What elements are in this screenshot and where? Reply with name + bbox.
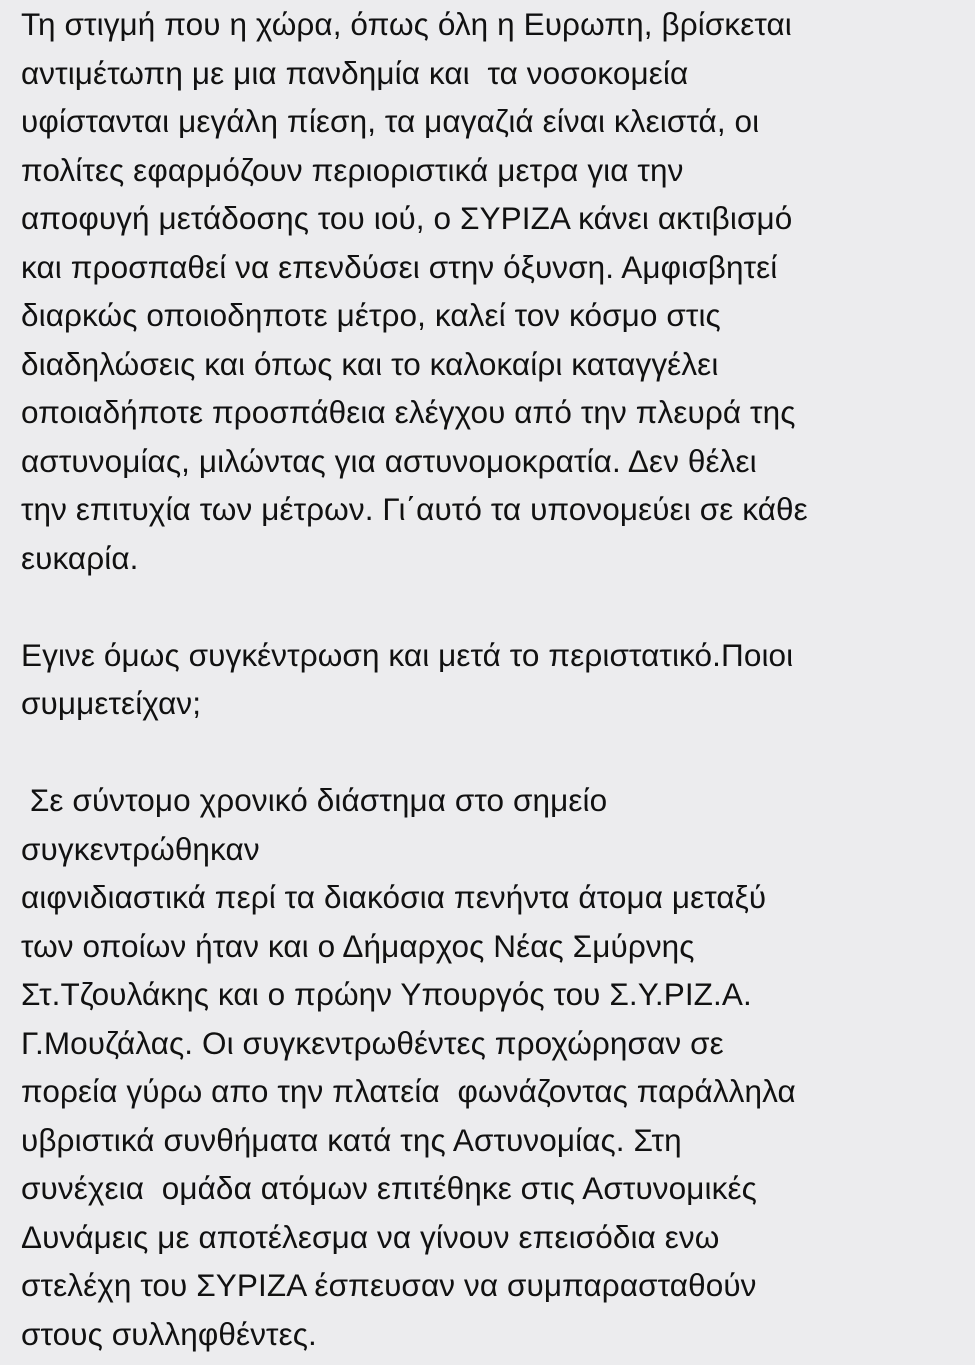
text-line: Στ.Τζουλάκης και ο πρώην Υπουργός του Σ.Υ.ΡΙΖ.Α. [21, 976, 752, 1012]
text-line: αιφνιδιαστικά περί τα διακόσια πενήντα άτομα μεταξύ [21, 879, 767, 915]
text-line: υφίστανται μεγάλη πίεση, τα μαγαζιά είναι κλειστά, οι [21, 103, 760, 139]
text-line: αποφυγή μετάδοσης του ιού, ο ΣΥΡΙΖΑ κάνει ακτιβισμό [21, 200, 793, 236]
text-line: αντιμέτωπη με μια πανδημία και τα νοσοκομεία [21, 54, 689, 91]
text-line: ευκαρία. [21, 539, 139, 576]
paragraph-3 [21, 776, 961, 1358]
text-line: Εγινε όμως συγκέντρωση και μετά το περιστατικό.Ποιοι [21, 636, 794, 673]
text-line: στους συλληφθέντες. [21, 1315, 317, 1352]
text-line: την επιτυχία των μέτρων. Γι΄αυτό τα υπονομεύει σε κάθε [21, 491, 808, 527]
text-line: συνέχεια ομάδα ατόμων επιτέθηκε στις Αστυνομικές [21, 1170, 757, 1206]
text-line: και προσπαθεί να επενδύσει στην όξυνση. Αμφισβητεί [21, 248, 778, 285]
text-line: στελέχη του ΣΥΡΙΖΑ έσπευσαν να συμπαρασταθούν [21, 1267, 757, 1303]
text-line: διαδηλώσεις και όπως και το καλοκαίρι καταγγέλει [21, 345, 719, 382]
text-line: οποιαδήποτε προσπάθεια ελέγχου από την πλευρά της [21, 394, 796, 430]
paragraph-1 [21, 0, 961, 582]
text-line: Γ.Μουζάλας. Οι συγκεντρωθέντες προχώρησαν σε [21, 1024, 724, 1061]
post-text-body [21, 0, 961, 1358]
text-line: διαρκώς οποιοδηποτε μέτρο, καλεί τον κόσμο στις [21, 297, 721, 333]
text-line: Τη στιγμή που η χώρα, όπως όλη η Ευρωπη, βρίσκεται [21, 6, 792, 42]
text-line: αστυνομίας, μιλώντας για αστυνομοκρατία. Δεν θέλει [21, 442, 757, 479]
paragraph-2 [21, 631, 961, 728]
text-line: πολίτες εφαρμόζουν περιοριστικά μετρα για την [21, 151, 684, 188]
paragraph-spacer [21, 582, 961, 631]
text-line: Σε σύντομο χρονικό διάστημα στο σημείο [21, 782, 608, 818]
text-line: συγκεντρώθηκαν [21, 830, 260, 867]
text-line: πορεία γύρω απο την πλατεία φωνάζοντας παράλληλα [21, 1073, 796, 1109]
paragraph-spacer [21, 728, 961, 777]
text-line: υβριστικά συνθήματα κατά της Αστυνομίας. Στη [21, 1121, 682, 1158]
text-line: των οποίων ήταν και ο Δήμαρχος Νέας Σμύρνης [21, 927, 695, 964]
text-line: Δυνάμεις με αποτέλεσμα να γίνουν επεισόδια ενω [21, 1218, 720, 1255]
text-line: συμμετείχαν; [21, 685, 202, 721]
